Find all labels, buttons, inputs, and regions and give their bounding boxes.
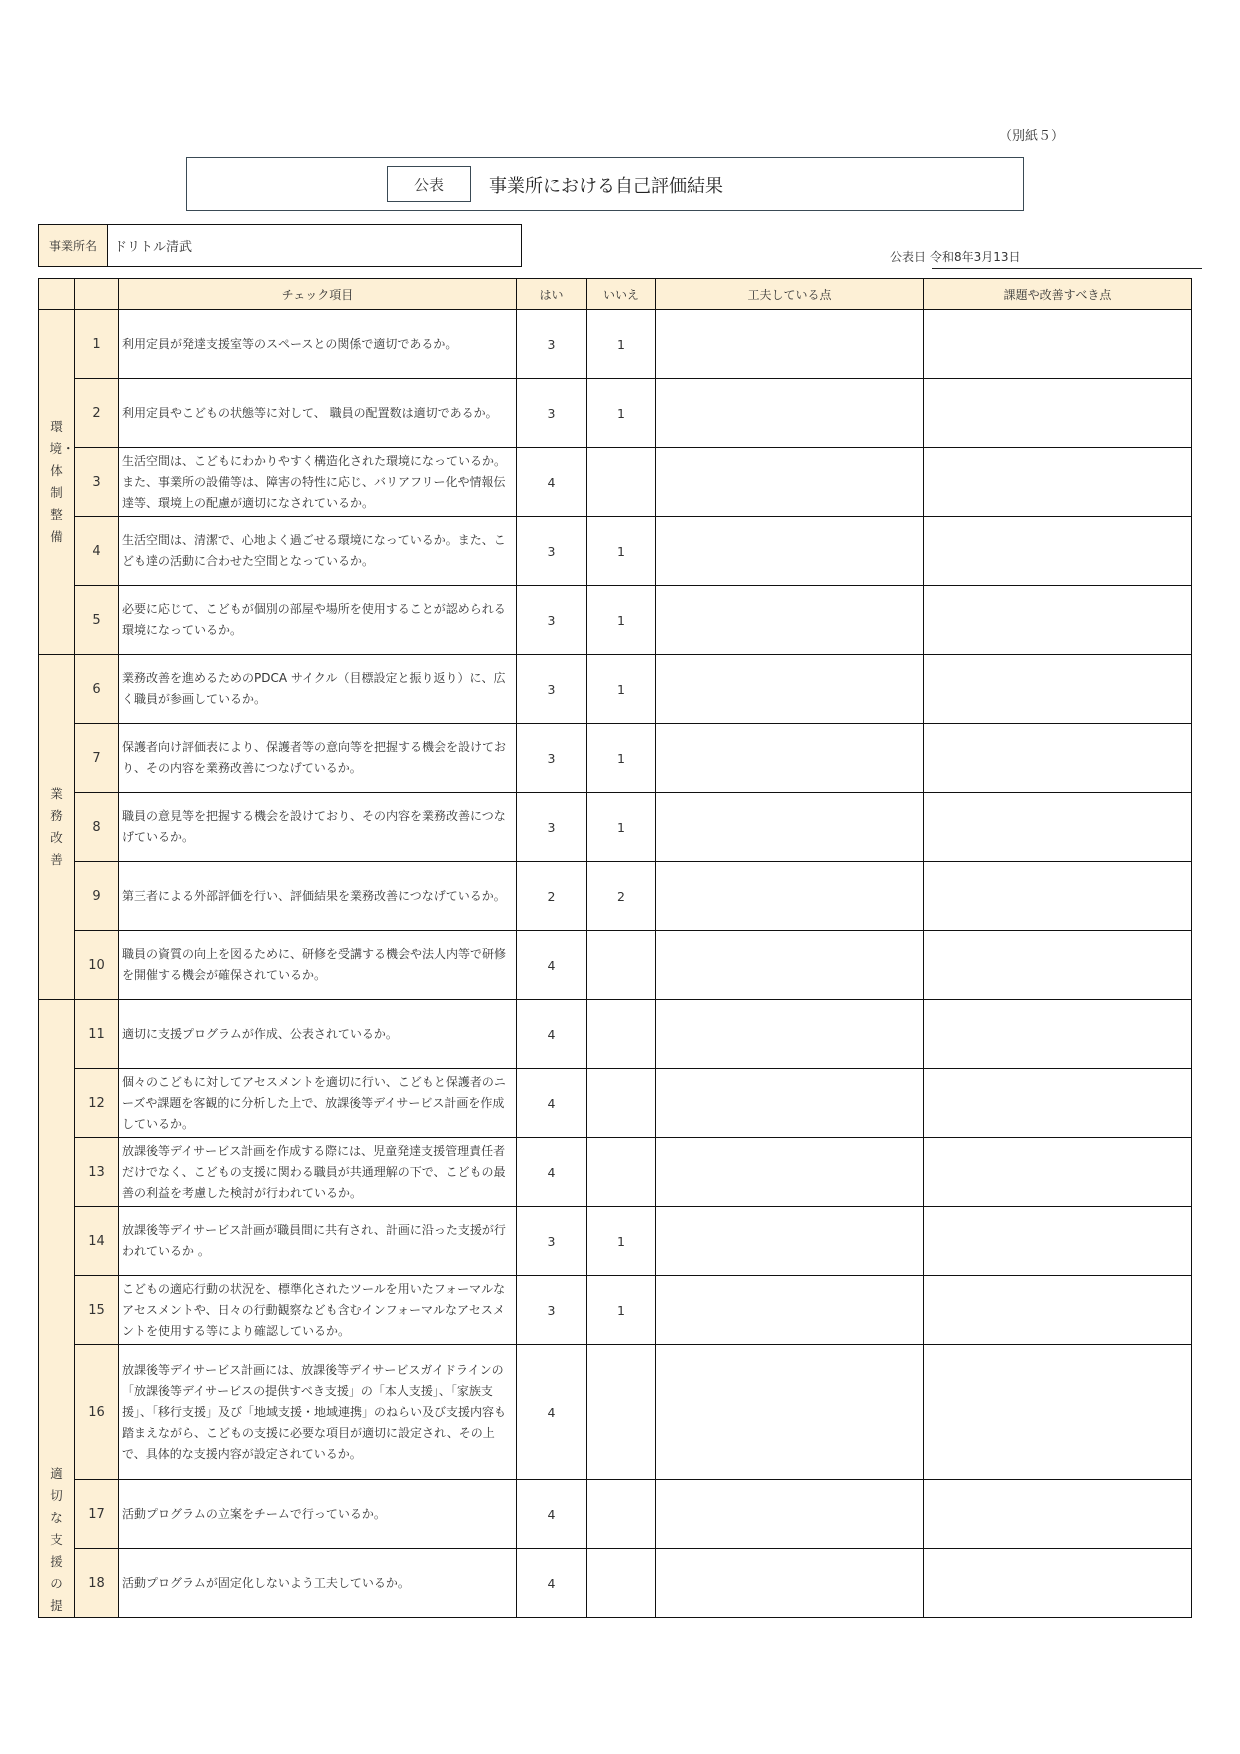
- item-number: 17: [75, 1480, 119, 1549]
- yes-count: 4: [517, 1480, 587, 1549]
- check-item-text: 保護者向け評価表により、保護者等の意向等を把握する機会を設けており、その内容を業務改善につなげているか。: [119, 724, 517, 793]
- table-header-row: [39, 279, 1192, 310]
- publish-date: [890, 248, 1021, 265]
- check-item-text: 業務改善を進めるためのPDCA サイクル（目標設定と振り返り）に、広く職員が参画しているか。: [119, 655, 517, 724]
- table-row: [39, 793, 1192, 862]
- table-row: [39, 1138, 1192, 1207]
- table-row: [39, 1549, 1192, 1618]
- yes-count: 3: [517, 1276, 587, 1345]
- check-item-text: 活動プログラムの立案をチームで行っているか。: [119, 1480, 517, 1549]
- issues-cell: [924, 793, 1192, 862]
- office-name-value: ドリトル清武: [114, 240, 193, 255]
- check-item-text: 第三者による外部評価を行い、評価結果を業務改善につなげているか。: [119, 862, 517, 931]
- yes-count: 3: [517, 724, 587, 793]
- check-item-text: 職員の意見等を把握する機会を設けており、その内容を業務改善につなげているか。: [119, 793, 517, 862]
- no-count: [587, 1480, 656, 1549]
- yes-count: 2: [517, 862, 587, 931]
- table-row: [39, 1069, 1192, 1138]
- office-name-box: [38, 224, 522, 267]
- header-number: [75, 279, 119, 310]
- page-title: 事業所における自己評価結果: [489, 176, 723, 197]
- efforts-cell: [656, 793, 924, 862]
- office-name-label: 事業所名: [39, 225, 108, 266]
- item-number: 5: [75, 586, 119, 655]
- no-count: [587, 448, 656, 517]
- header-no: いいえ: [587, 279, 656, 310]
- item-number: 11: [75, 1000, 119, 1069]
- category-cell: [39, 310, 75, 655]
- issues-cell: [924, 931, 1192, 1000]
- yes-count: 4: [517, 448, 587, 517]
- attachment-label: （別紙５）: [998, 129, 1064, 144]
- efforts-cell: [656, 724, 924, 793]
- table-row: [39, 862, 1192, 931]
- efforts-cell: [656, 1549, 924, 1618]
- issues-cell: [924, 586, 1192, 655]
- no-count: 1: [587, 793, 656, 862]
- item-number: 12: [75, 1069, 119, 1138]
- issues-cell: [924, 310, 1192, 379]
- category-label: 環境・体制整備: [49, 419, 75, 544]
- item-number: 10: [75, 931, 119, 1000]
- efforts-cell: [656, 517, 924, 586]
- yes-count: 4: [517, 931, 587, 1000]
- publish-date-underline: [932, 268, 1202, 269]
- no-count: 1: [587, 379, 656, 448]
- publication-badge: 公表: [387, 166, 471, 202]
- issues-cell: [924, 1345, 1192, 1480]
- check-item-text: 必要に応じて、こどもが個別の部屋や場所を使用することが認められる環境になっているか。: [119, 586, 517, 655]
- header-issues: 課題や改善すべき点: [924, 279, 1192, 310]
- item-number: 1: [75, 310, 119, 379]
- header-yes: はい: [517, 279, 587, 310]
- issues-cell: [924, 1138, 1192, 1207]
- item-number: 16: [75, 1345, 119, 1480]
- issues-cell: [924, 724, 1192, 793]
- check-item-text: 個々のこどもに対してアセスメントを適切に行い、こどもと保護者のニーズや課題を客観的に分析した上で、放課後等デイサービス計画を作成しているか。: [119, 1069, 517, 1138]
- evaluation-table: [38, 278, 1192, 1618]
- efforts-cell: [656, 310, 924, 379]
- no-count: 1: [587, 586, 656, 655]
- issues-cell: [924, 1069, 1192, 1138]
- item-number: 9: [75, 862, 119, 931]
- no-count: 1: [587, 310, 656, 379]
- no-count: 2: [587, 862, 656, 931]
- no-count: 1: [587, 517, 656, 586]
- check-item-text: 放課後等デイサービス計画が職員間に共有され、計画に沿った支援が行われているか 。: [119, 1207, 517, 1276]
- issues-cell: [924, 655, 1192, 724]
- yes-count: 4: [517, 1138, 587, 1207]
- efforts-cell: [656, 655, 924, 724]
- table-row: [39, 448, 1192, 517]
- category-cell: [39, 655, 75, 1000]
- table-row: [39, 1480, 1192, 1549]
- item-number: 7: [75, 724, 119, 793]
- yes-count: 4: [517, 1000, 587, 1069]
- efforts-cell: [656, 586, 924, 655]
- issues-cell: [924, 862, 1192, 931]
- item-number: 18: [75, 1549, 119, 1618]
- header-check-item: チェック項目: [119, 279, 517, 310]
- efforts-cell: [656, 1345, 924, 1480]
- publish-date-value: 令和8年3月13日: [930, 250, 1021, 264]
- table-row: [39, 1345, 1192, 1480]
- item-number: 2: [75, 379, 119, 448]
- issues-cell: [924, 1000, 1192, 1069]
- yes-count: 3: [517, 793, 587, 862]
- efforts-cell: [656, 1069, 924, 1138]
- table-row: [39, 655, 1192, 724]
- no-count: 1: [587, 1207, 656, 1276]
- table-row: [39, 310, 1192, 379]
- yes-count: 3: [517, 586, 587, 655]
- efforts-cell: [656, 379, 924, 448]
- category-label: 適切な支援の提: [50, 1466, 63, 1613]
- check-item-text: 活動プログラムが固定化しないよう工夫しているか。: [119, 1549, 517, 1618]
- yes-count: 3: [517, 310, 587, 379]
- efforts-cell: [656, 931, 924, 1000]
- issues-cell: [924, 1276, 1192, 1345]
- no-count: [587, 1000, 656, 1069]
- efforts-cell: [656, 448, 924, 517]
- yes-count: 3: [517, 655, 587, 724]
- check-item-text: 利用定員やこどもの状態等に対して、 職員の配置数は適切であるか。: [119, 379, 517, 448]
- yes-count: 4: [517, 1069, 587, 1138]
- item-number: 4: [75, 517, 119, 586]
- no-count: 1: [587, 1276, 656, 1345]
- table-row: [39, 586, 1192, 655]
- item-number: 8: [75, 793, 119, 862]
- category-cell: [39, 1000, 75, 1618]
- check-item-text: 利用定員が発達支援室等のスペースとの関係で適切であるか。: [119, 310, 517, 379]
- check-item-text: 生活空間は、清潔で、心地よく過ごせる環境になっているか。また、こども達の活動に合わせた空間となっているか。: [119, 517, 517, 586]
- issues-cell: [924, 517, 1192, 586]
- check-item-text: 職員の資質の向上を図るために、研修を受講する機会や法人内等で研修を開催する機会が確保されているか。: [119, 931, 517, 1000]
- table-row: [39, 517, 1192, 586]
- yes-count: 3: [517, 1207, 587, 1276]
- table-row: [39, 1000, 1192, 1069]
- efforts-cell: [656, 1480, 924, 1549]
- category-label: 業務改善: [50, 786, 63, 867]
- efforts-cell: [656, 1207, 924, 1276]
- item-number: 6: [75, 655, 119, 724]
- header-category: [39, 279, 75, 310]
- table-row: [39, 1207, 1192, 1276]
- issues-cell: [924, 1480, 1192, 1549]
- check-item-text: 適切に支援プログラムが作成、公表されているか。: [119, 1000, 517, 1069]
- table-row: [39, 379, 1192, 448]
- check-item-text: こどもの適応行動の状況を、標準化されたツールを用いたフォーマルなアセスメントや、日々の行動観察なども含むインフォーマルなアセスメントを使用する等により確認しているか。: [119, 1276, 517, 1345]
- yes-count: 4: [517, 1549, 587, 1618]
- item-number: 14: [75, 1207, 119, 1276]
- publish-date-label: 公表日: [890, 250, 927, 264]
- item-number: 15: [75, 1276, 119, 1345]
- no-count: 1: [587, 724, 656, 793]
- no-count: [587, 1549, 656, 1618]
- item-number: 13: [75, 1138, 119, 1207]
- check-item-text: 放課後等デイサービス計画には、放課後等デイサービスガイドラインの「放課後等デイサービスの提供すべき支援」の「本人支援」、「家族支援」、「移行支援」及び「地域支援・地域連携」のねらい及び支援内容も踏まえながら、こどもの支援に必要な項目が適切に設定され、その上で、具体的な支援内容が設定されているか。: [119, 1345, 517, 1480]
- yes-count: 3: [517, 517, 587, 586]
- check-item-text: 放課後等デイサービス計画を作成する際には、児童発達支援管理責任者だけでなく、こどもの支援に関わる職員が共通理解の下で、こどもの最善の利益を考慮した検討が行われているか。: [119, 1138, 517, 1207]
- check-item-text: 生活空間は、こどもにわかりやすく構造化された環境になっているか。また、事業所の設備等は、障害の特性に応じ、バリアフリー化や情報伝達等、環境上の配慮が適切になされているか。: [119, 448, 517, 517]
- table-row: [39, 1276, 1192, 1345]
- no-count: [587, 1069, 656, 1138]
- table-row: [39, 931, 1192, 1000]
- item-number: 3: [75, 448, 119, 517]
- efforts-cell: [656, 862, 924, 931]
- yes-count: 3: [517, 379, 587, 448]
- efforts-cell: [656, 1000, 924, 1069]
- no-count: [587, 1345, 656, 1480]
- yes-count: 4: [517, 1345, 587, 1480]
- no-count: [587, 931, 656, 1000]
- no-count: 1: [587, 655, 656, 724]
- issues-cell: [924, 448, 1192, 517]
- header-efforts: 工夫している点: [656, 279, 924, 310]
- no-count: [587, 1138, 656, 1207]
- efforts-cell: [656, 1138, 924, 1207]
- issues-cell: [924, 1207, 1192, 1276]
- title-box: [186, 157, 1024, 211]
- issues-cell: [924, 1549, 1192, 1618]
- efforts-cell: [656, 1276, 924, 1345]
- table-row: [39, 724, 1192, 793]
- issues-cell: [924, 379, 1192, 448]
